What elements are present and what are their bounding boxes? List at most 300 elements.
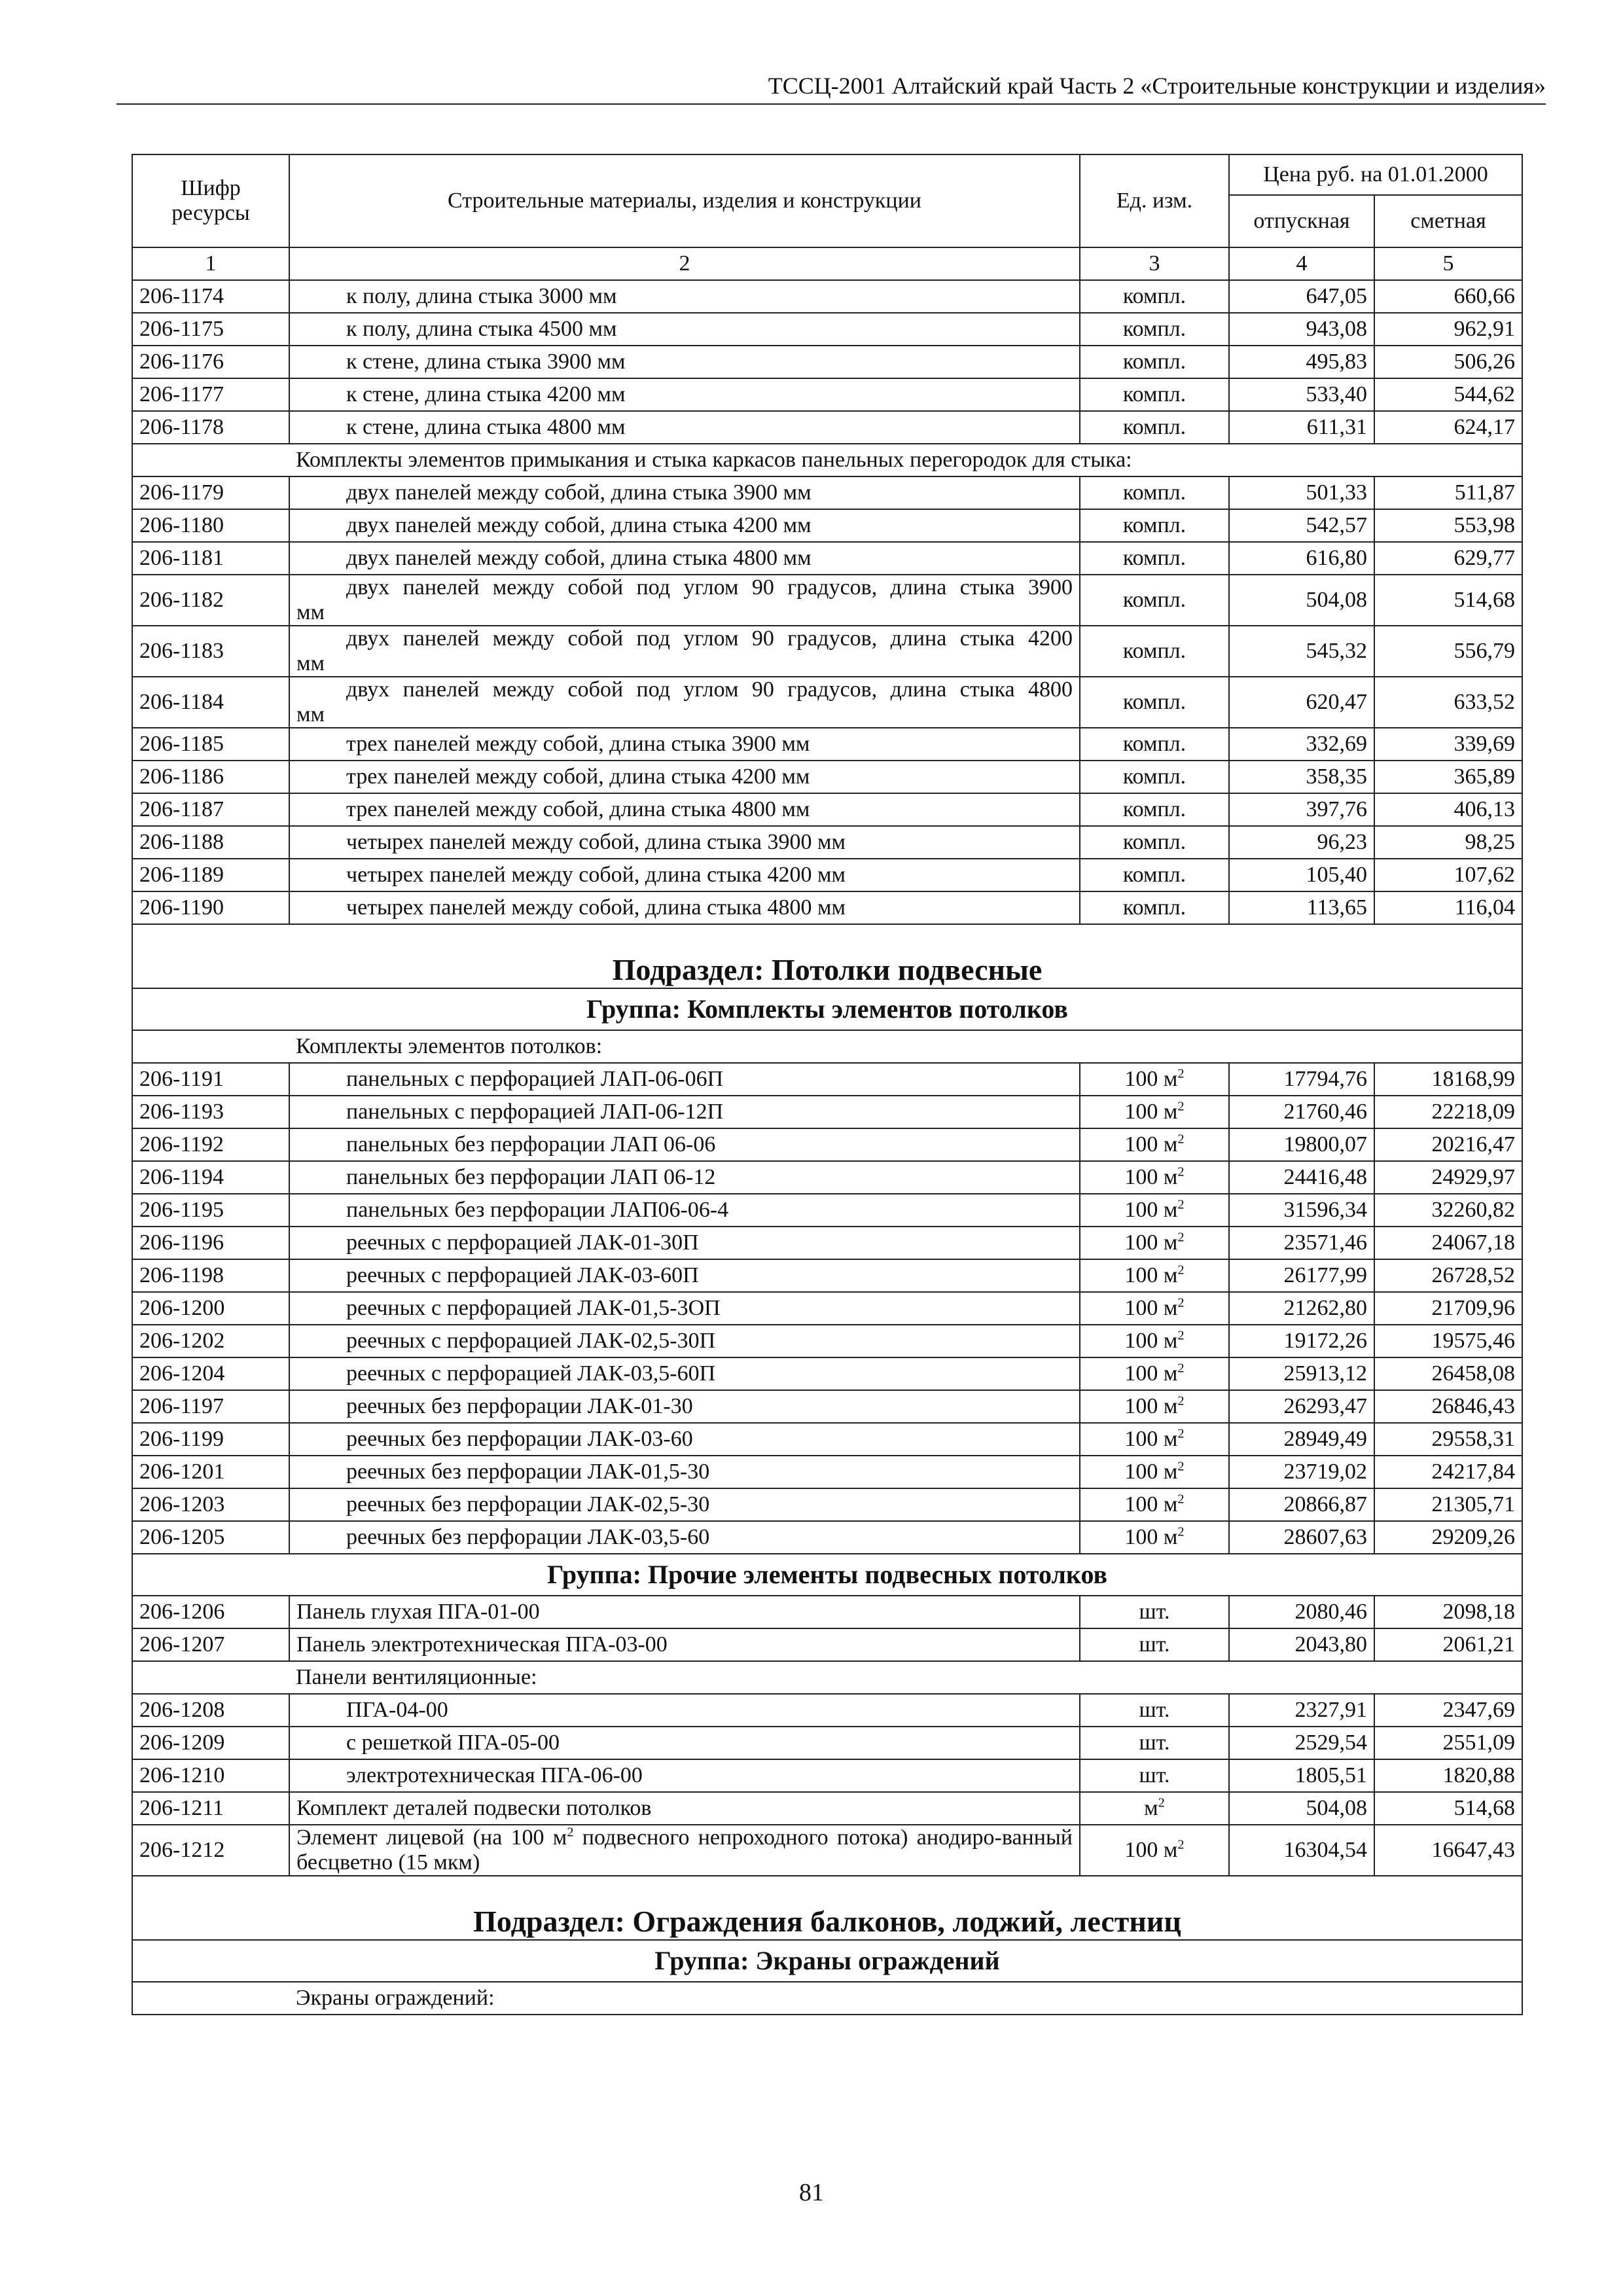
table-row <box>132 378 1522 411</box>
resource-code: 206-1201 <box>132 1456 289 1488</box>
table-row <box>132 826 1522 859</box>
item-name <box>289 1063 1080 1096</box>
unit-cell: шт. <box>1080 1727 1229 1759</box>
estimate-price: 26728,52 <box>1374 1259 1522 1292</box>
unit-cell <box>1080 1325 1229 1357</box>
release-price: 504,08 <box>1229 575 1374 626</box>
item-name-text: реечных без перфорации ЛАК-03-60 <box>346 1427 693 1451</box>
unit-cell: компл. <box>1080 476 1229 509</box>
header-release-price: отпускная <box>1229 195 1374 247</box>
release-price: 16304,54 <box>1229 1825 1374 1876</box>
item-name-text: с решеткой ПГА-05-00 <box>346 1731 560 1755</box>
estimate-price: 514,68 <box>1374 1792 1522 1825</box>
release-price: 23719,02 <box>1229 1456 1374 1488</box>
item-name <box>289 313 1080 346</box>
unit-cell <box>1080 1488 1229 1521</box>
item-name-text: трех панелей между собой, длина стыка 3900 мм <box>346 732 810 756</box>
estimate-price: 26846,43 <box>1374 1390 1522 1423</box>
item-name-text: реечных без перфорации ЛАК-02,5-30 <box>346 1492 710 1516</box>
unit-base: 100 м <box>1124 1132 1178 1157</box>
item-name-text: электротехническая ПГА-06-00 <box>346 1763 643 1787</box>
item-name-text: к стене, длина стыка 4800 мм <box>346 415 626 439</box>
table-row <box>132 575 1522 626</box>
item-name <box>289 509 1080 542</box>
resource-code: 206-1177 <box>132 378 289 411</box>
item-name <box>289 891 1080 924</box>
table-row <box>132 1423 1522 1456</box>
resource-code: 206-1184 <box>132 677 289 728</box>
item-name-text: к стене, длина стыка 3900 мм <box>346 350 626 374</box>
table-row <box>132 476 1522 509</box>
item-name-line1: двух панелей между собой под углом 90 градусов, длина стыка 3900 <box>346 575 1073 600</box>
name-exponent: 2 <box>567 1825 574 1840</box>
resource-code: 206-1205 <box>132 1521 289 1554</box>
release-price: 332,69 <box>1229 728 1374 761</box>
resource-code: 206-1180 <box>132 509 289 542</box>
item-name-text: четырех панелей между собой, длина стыка 3900 мм <box>346 830 846 854</box>
item-name <box>289 761 1080 793</box>
table-row <box>132 761 1522 793</box>
release-price: 542,57 <box>1229 509 1374 542</box>
estimate-price: 2551,09 <box>1374 1727 1522 1759</box>
release-price: 26293,47 <box>1229 1390 1374 1423</box>
release-price: 501,33 <box>1229 476 1374 509</box>
item-name-text: панельных с перфорацией ЛАП-06-12П <box>346 1100 724 1124</box>
item-name <box>289 1096 1080 1128</box>
resource-code: 206-1210 <box>132 1759 289 1792</box>
item-name-text: Панель электротехническая ПГА-03-00 <box>296 1632 668 1657</box>
item-name <box>289 575 1080 626</box>
unit-cell <box>1080 1096 1229 1128</box>
table-row <box>132 542 1522 575</box>
release-price: 647,05 <box>1229 280 1374 313</box>
table-row <box>132 444 1522 476</box>
header-price: Цена руб. на 01.01.2000 <box>1229 154 1522 195</box>
resource-code: 206-1174 <box>132 280 289 313</box>
unit-exponent: 2 <box>1177 1066 1185 1081</box>
resource-code: 206-1203 <box>132 1488 289 1521</box>
unit-exponent: 2 <box>1177 1132 1185 1147</box>
table-row <box>132 1628 1522 1661</box>
estimate-price: 18168,99 <box>1374 1063 1522 1096</box>
unit-cell <box>1080 1357 1229 1390</box>
item-name-text: Панель глухая ПГА-01-00 <box>296 1600 540 1624</box>
column-number: 4 <box>1229 247 1374 280</box>
resource-code: 206-1209 <box>132 1727 289 1759</box>
unit-exponent: 2 <box>1177 1197 1185 1212</box>
unit-cell: компл. <box>1080 280 1229 313</box>
item-name-line2: мм <box>296 702 325 726</box>
unit-exponent: 2 <box>1177 1524 1185 1539</box>
release-price: 620,47 <box>1229 677 1374 728</box>
item-name <box>289 542 1080 575</box>
resource-code: 206-1181 <box>132 542 289 575</box>
item-name-text: реечных с перфорацией ЛАК-03,5-60П <box>346 1361 716 1386</box>
item-name <box>289 1128 1080 1161</box>
estimate-price: 514,68 <box>1374 575 1522 626</box>
unit-cell <box>1080 1259 1229 1292</box>
item-name-text: панельных с перфорацией ЛАП-06-06П <box>346 1067 724 1091</box>
unit-base: 100 м <box>1124 1492 1178 1516</box>
estimate-price: 2098,18 <box>1374 1596 1522 1628</box>
item-name <box>289 1759 1080 1792</box>
release-price: 28949,49 <box>1229 1423 1374 1456</box>
table-row <box>132 859 1522 891</box>
release-price: 943,08 <box>1229 313 1374 346</box>
item-name <box>289 1390 1080 1423</box>
estimate-price: 24217,84 <box>1374 1456 1522 1488</box>
resource-code: 206-1207 <box>132 1628 289 1661</box>
item-name <box>289 1628 1080 1661</box>
table-row <box>132 1128 1522 1161</box>
release-price: 1805,51 <box>1229 1759 1374 1792</box>
table-row <box>132 1940 1522 1982</box>
item-name-text: четырех панелей между собой, длина стыка 4800 мм <box>346 895 846 920</box>
estimate-price: 24929,97 <box>1374 1161 1522 1194</box>
unit-base: 100 м <box>1124 1230 1178 1255</box>
item-name: Комплект деталей подвески потолков <box>289 1792 1080 1825</box>
item-name-text: четырех панелей между собой, длина стыка 4200 мм <box>346 863 846 887</box>
estimate-price: 32260,82 <box>1374 1194 1522 1227</box>
table-row <box>132 1661 1522 1694</box>
resource-code: 206-1198 <box>132 1259 289 1292</box>
unit-cell <box>1080 1825 1229 1876</box>
intro-text: Комплекты элементов потолков: <box>289 1030 1522 1063</box>
unit-base: 100 м <box>1124 1525 1178 1549</box>
resource-code: 206-1190 <box>132 891 289 924</box>
release-price: 611,31 <box>1229 411 1374 444</box>
unit-base: 100 м <box>1124 1394 1178 1418</box>
unit-base: м <box>1144 1796 1158 1820</box>
estimate-price: 29558,31 <box>1374 1423 1522 1456</box>
item-name-text: двух панелей между собой, длина стыка 4200 мм <box>346 513 812 537</box>
table-row <box>132 1727 1522 1759</box>
resource-code: 206-1183 <box>132 626 289 677</box>
unit-cell: шт. <box>1080 1694 1229 1727</box>
item-name-text: к стене, длина стыка 4200 мм <box>346 382 626 406</box>
item-name-text: панельных без перфорации ЛАП 06-12 <box>346 1165 716 1189</box>
table-row <box>132 1325 1522 1357</box>
item-name-text: двух панелей между собой, длина стыка 3900 мм <box>346 480 812 505</box>
unit-exponent: 2 <box>1177 1393 1185 1408</box>
table-row <box>132 677 1522 728</box>
intro-text: Экраны ограждений: <box>289 1982 1522 2015</box>
item-name <box>289 728 1080 761</box>
estimate-price: 22218,09 <box>1374 1096 1522 1128</box>
item-name <box>289 378 1080 411</box>
resource-code: 206-1188 <box>132 826 289 859</box>
unit-cell <box>1080 1390 1229 1423</box>
table-row <box>132 1694 1522 1727</box>
item-name-line1: двух панелей между собой под углом 90 градусов, длина стыка 4800 <box>346 677 1073 702</box>
release-price: 397,76 <box>1229 793 1374 826</box>
blank-cell <box>132 444 289 476</box>
release-price: 24416,48 <box>1229 1161 1374 1194</box>
item-name-text: реечных без перфорации ЛАК-01,5-30 <box>346 1460 710 1484</box>
item-name-text: реечных без перфорации ЛАК-03,5-60 <box>346 1525 710 1549</box>
release-price: 533,40 <box>1229 378 1374 411</box>
resource-code: 206-1187 <box>132 793 289 826</box>
unit-cell: компл. <box>1080 891 1229 924</box>
unit-cell: компл. <box>1080 761 1229 793</box>
intro-text: Панели вентиляционные: <box>289 1661 1522 1694</box>
header-rule <box>116 103 1546 105</box>
estimate-price: 406,13 <box>1374 793 1522 826</box>
unit-cell <box>1080 1292 1229 1325</box>
estimate-price: 98,25 <box>1374 826 1522 859</box>
estimate-price: 624,17 <box>1374 411 1522 444</box>
release-price: 358,35 <box>1229 761 1374 793</box>
table-row <box>132 280 1522 313</box>
unit-exponent: 2 <box>1177 1295 1185 1310</box>
unit-cell <box>1080 1128 1229 1161</box>
item-name-part: подвесного непроходного потока) анодиро-ванный бесцветно (15 мкм) <box>296 1825 1073 1874</box>
table-row <box>132 1488 1522 1521</box>
resource-code: 206-1186 <box>132 761 289 793</box>
table-row <box>132 1982 1522 2015</box>
unit-cell: компл. <box>1080 677 1229 728</box>
item-name-text: трех панелей между собой, длина стыка 4800 мм <box>346 797 810 821</box>
item-name <box>289 1194 1080 1227</box>
item-name <box>289 1694 1080 1727</box>
item-name-line2: мм <box>296 651 325 675</box>
estimate-price: 24067,18 <box>1374 1227 1522 1259</box>
table-row <box>132 626 1522 677</box>
item-name-text: ПГА-04-00 <box>346 1698 448 1722</box>
unit-cell: компл. <box>1080 313 1229 346</box>
unit-exponent: 2 <box>1177 1328 1185 1343</box>
unit-cell <box>1080 1227 1229 1259</box>
group-heading: Группа: Комплекты элементов потолков <box>132 988 1522 1030</box>
table-row <box>132 1876 1522 1940</box>
unit-cell: компл. <box>1080 728 1229 761</box>
unit-cell <box>1080 1161 1229 1194</box>
header-name: Строительные материалы, изделия и конструкции <box>289 154 1080 247</box>
table-row <box>132 1161 1522 1194</box>
resource-code: 206-1192 <box>132 1128 289 1161</box>
unit-base: 100 м <box>1124 1329 1178 1353</box>
table-row <box>132 924 1522 988</box>
item-name <box>289 1227 1080 1259</box>
table-row <box>132 1792 1522 1825</box>
group-heading: Группа: Экраны ограждений <box>132 1940 1522 1982</box>
item-name <box>289 1727 1080 1759</box>
item-name <box>289 476 1080 509</box>
item-name-text: панельных без перфорации ЛАП06-06-4 <box>346 1198 729 1222</box>
table-row <box>132 1554 1522 1596</box>
estimate-price: 553,98 <box>1374 509 1522 542</box>
unit-base: 100 м <box>1124 1067 1178 1091</box>
blank-cell <box>132 1030 289 1063</box>
item-name <box>289 826 1080 859</box>
unit-cell <box>1080 1521 1229 1554</box>
estimate-price: 544,62 <box>1374 378 1522 411</box>
group-heading: Группа: Прочие элементы подвесных потолков <box>132 1554 1522 1596</box>
release-price: 2043,80 <box>1229 1628 1374 1661</box>
release-price: 113,65 <box>1229 891 1374 924</box>
estimate-price: 21709,96 <box>1374 1292 1522 1325</box>
estimate-price: 511,87 <box>1374 476 1522 509</box>
item-name-part: Элемент лицевой (на 100 м <box>296 1825 567 1850</box>
unit-cell <box>1080 1194 1229 1227</box>
release-price: 20866,87 <box>1229 1488 1374 1521</box>
unit-base: 100 м <box>1124 1460 1178 1484</box>
unit-cell: компл. <box>1080 509 1229 542</box>
item-name <box>289 1292 1080 1325</box>
estimate-price: 26458,08 <box>1374 1357 1522 1390</box>
estimate-price: 2347,69 <box>1374 1694 1522 1727</box>
unit-exponent: 2 <box>1158 1795 1165 1810</box>
release-price: 2327,91 <box>1229 1694 1374 1727</box>
table-row <box>132 1030 1522 1063</box>
unit-cell: компл. <box>1080 575 1229 626</box>
resource-code: 206-1200 <box>132 1292 289 1325</box>
release-price: 96,23 <box>1229 826 1374 859</box>
unit-cell: компл. <box>1080 859 1229 891</box>
item-name <box>289 1161 1080 1194</box>
table-row <box>132 728 1522 761</box>
unit-base: 100 м <box>1124 1361 1178 1386</box>
estimate-price: 1820,88 <box>1374 1759 1522 1792</box>
estimate-price: 629,77 <box>1374 542 1522 575</box>
column-number: 5 <box>1374 247 1522 280</box>
item-name-text: реечных с перфорацией ЛАК-03-60П <box>346 1263 699 1287</box>
item-name <box>289 1357 1080 1390</box>
resource-code: 206-1182 <box>132 575 289 626</box>
item-name <box>289 1259 1080 1292</box>
unit-exponent: 2 <box>1177 1837 1185 1852</box>
resource-code: 206-1199 <box>132 1423 289 1456</box>
estimate-price: 116,04 <box>1374 891 1522 924</box>
table-row <box>132 1390 1522 1423</box>
unit-cell <box>1080 1792 1229 1825</box>
release-price: 19172,26 <box>1229 1325 1374 1357</box>
release-price: 21760,46 <box>1229 1096 1374 1128</box>
item-name-text: к полу, длина стыка 4500 мм <box>346 317 617 341</box>
estimate-price: 506,26 <box>1374 346 1522 378</box>
release-price: 2529,54 <box>1229 1727 1374 1759</box>
resource-code: 206-1196 <box>132 1227 289 1259</box>
table-row <box>132 1521 1522 1554</box>
estimate-price: 2061,21 <box>1374 1628 1522 1661</box>
release-price: 105,40 <box>1229 859 1374 891</box>
header-estimate-price: сметная <box>1374 195 1522 247</box>
item-name <box>289 1521 1080 1554</box>
item-name <box>289 859 1080 891</box>
resource-code: 206-1178 <box>132 411 289 444</box>
header-code: Шифр ресурсы <box>132 154 289 247</box>
table-row <box>132 1357 1522 1390</box>
unit-cell: компл. <box>1080 378 1229 411</box>
estimate-price: 19575,46 <box>1374 1325 1522 1357</box>
resource-code: 206-1208 <box>132 1694 289 1727</box>
release-price: 28607,63 <box>1229 1521 1374 1554</box>
table-row <box>132 1227 1522 1259</box>
subsection-heading: Подраздел: Потолки подвесные <box>132 924 1522 988</box>
table-row <box>132 891 1522 924</box>
column-number: 1 <box>132 247 289 280</box>
table-row <box>132 313 1522 346</box>
running-head: ТССЦ-2001 Алтайский край Часть 2 «Строительные конструкции и изделия» <box>768 73 1546 99</box>
item-name-text: реечных без перфорации ЛАК-01-30 <box>346 1394 693 1418</box>
item-name <box>289 280 1080 313</box>
release-price: 616,80 <box>1229 542 1374 575</box>
unit-base: 100 м <box>1124 1198 1178 1222</box>
estimate-price: 365,89 <box>1374 761 1522 793</box>
resource-code: 206-1175 <box>132 313 289 346</box>
release-price: 21262,80 <box>1229 1292 1374 1325</box>
estimate-price: 21305,71 <box>1374 1488 1522 1521</box>
unit-cell: шт. <box>1080 1596 1229 1628</box>
estimate-price: 962,91 <box>1374 313 1522 346</box>
unit-cell: шт. <box>1080 1759 1229 1792</box>
unit-cell: компл. <box>1080 626 1229 677</box>
table-row <box>132 1456 1522 1488</box>
page-number: 81 <box>799 2179 824 2206</box>
unit-base: 100 м <box>1124 1838 1178 1862</box>
unit-exponent: 2 <box>1177 1164 1185 1179</box>
table-row <box>132 411 1522 444</box>
blank-cell <box>132 1982 289 2015</box>
unit-base: 100 м <box>1124 1296 1178 1320</box>
item-name <box>289 1825 1080 1876</box>
unit-cell: компл. <box>1080 542 1229 575</box>
estimate-price: 20216,47 <box>1374 1128 1522 1161</box>
table-row <box>132 509 1522 542</box>
table-row <box>132 988 1522 1030</box>
resource-code: 206-1211 <box>132 1792 289 1825</box>
item-name <box>289 1423 1080 1456</box>
resource-code: 206-1195 <box>132 1194 289 1227</box>
item-name-text: панельных без перфорации ЛАП 06-06 <box>346 1132 716 1157</box>
unit-cell <box>1080 1423 1229 1456</box>
item-name-line1: двух панелей между собой под углом 90 градусов, длина стыка 4200 <box>346 626 1073 651</box>
table-row <box>132 1259 1522 1292</box>
item-name <box>289 411 1080 444</box>
resource-code: 206-1189 <box>132 859 289 891</box>
unit-base: 100 м <box>1124 1100 1178 1124</box>
unit-exponent: 2 <box>1177 1426 1185 1441</box>
release-price: 2080,46 <box>1229 1596 1374 1628</box>
column-number: 3 <box>1080 247 1229 280</box>
estimate-price: 107,62 <box>1374 859 1522 891</box>
release-price: 31596,34 <box>1229 1194 1374 1227</box>
resource-code: 206-1204 <box>132 1357 289 1390</box>
estimate-price: 660,66 <box>1374 280 1522 313</box>
unit-exponent: 2 <box>1177 1263 1185 1278</box>
subsection-heading: Подраздел: Ограждения балконов, лоджий, лестниц <box>132 1876 1522 1940</box>
unit-cell: компл. <box>1080 793 1229 826</box>
unit-exponent: 2 <box>1177 1230 1185 1245</box>
table-row <box>132 1596 1522 1628</box>
item-name <box>289 626 1080 677</box>
unit-cell: шт. <box>1080 1628 1229 1661</box>
table-row <box>132 1825 1522 1876</box>
table-row <box>132 1292 1522 1325</box>
item-name <box>289 1488 1080 1521</box>
item-name-text: к полу, длина стыка 3000 мм <box>346 284 617 308</box>
unit-base: 100 м <box>1124 1165 1178 1189</box>
estimate-price: 339,69 <box>1374 728 1522 761</box>
unit-cell: компл. <box>1080 411 1229 444</box>
resource-code: 206-1179 <box>132 476 289 509</box>
table-row <box>132 793 1522 826</box>
release-price: 25913,12 <box>1229 1357 1374 1390</box>
resource-code: 206-1194 <box>132 1161 289 1194</box>
release-price: 495,83 <box>1229 346 1374 378</box>
item-name-text: двух панелей между собой, длина стыка 4800 мм <box>346 546 812 570</box>
unit-base: 100 м <box>1124 1263 1178 1287</box>
